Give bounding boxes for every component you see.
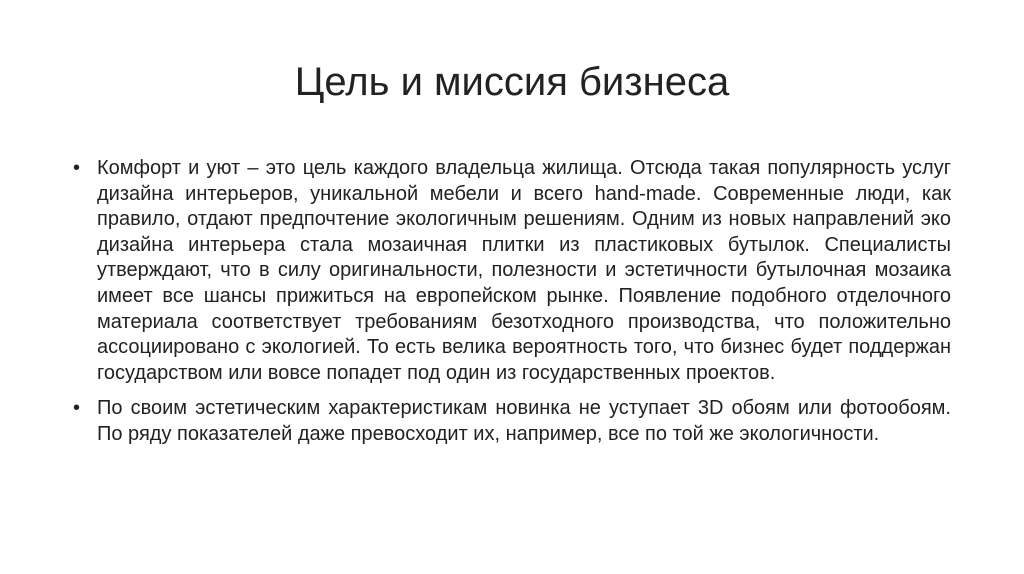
bullet-item (71, 156, 951, 386)
bullet-text: Комфорт и уют – это цель каждого владельца жилища. Отсюда такая популярность услуг дизайна интерьеров, уникальной мебели и всего hand-made. Современные люди, как правило, отдают предпочтение экологичным решениям. Одним из новых направлений эко дизайна интерьера стала мозаичная плитки из пластиковых бутылок. Специалисты утверждают, что в силу оригинальности, полезности и эстетичности бутылочная мозаика имеет все шансы прижиться на европейском рынке. Появление подобного отделочного материала соответствует требованиям безотходного производства, что положительно ассоциировано с экологией. То есть велика вероятность того, что бизнес будет поддержан государством или вовсе попадет под один из государственных проектов. (97, 157, 951, 384)
bullet-marker: • (73, 157, 81, 179)
slide-title: Цель и миссия бизнеса (294, 60, 730, 104)
bullet-item (71, 396, 951, 447)
bullet-list (71, 156, 951, 458)
bullet-marker: • (73, 397, 81, 420)
bullet-text: По своим эстетическим характеристикам новинка не уступает 3D обоям или фотообоям. По ряду показателей даже превосходит их, например, все по той же экологичности. (97, 397, 951, 445)
